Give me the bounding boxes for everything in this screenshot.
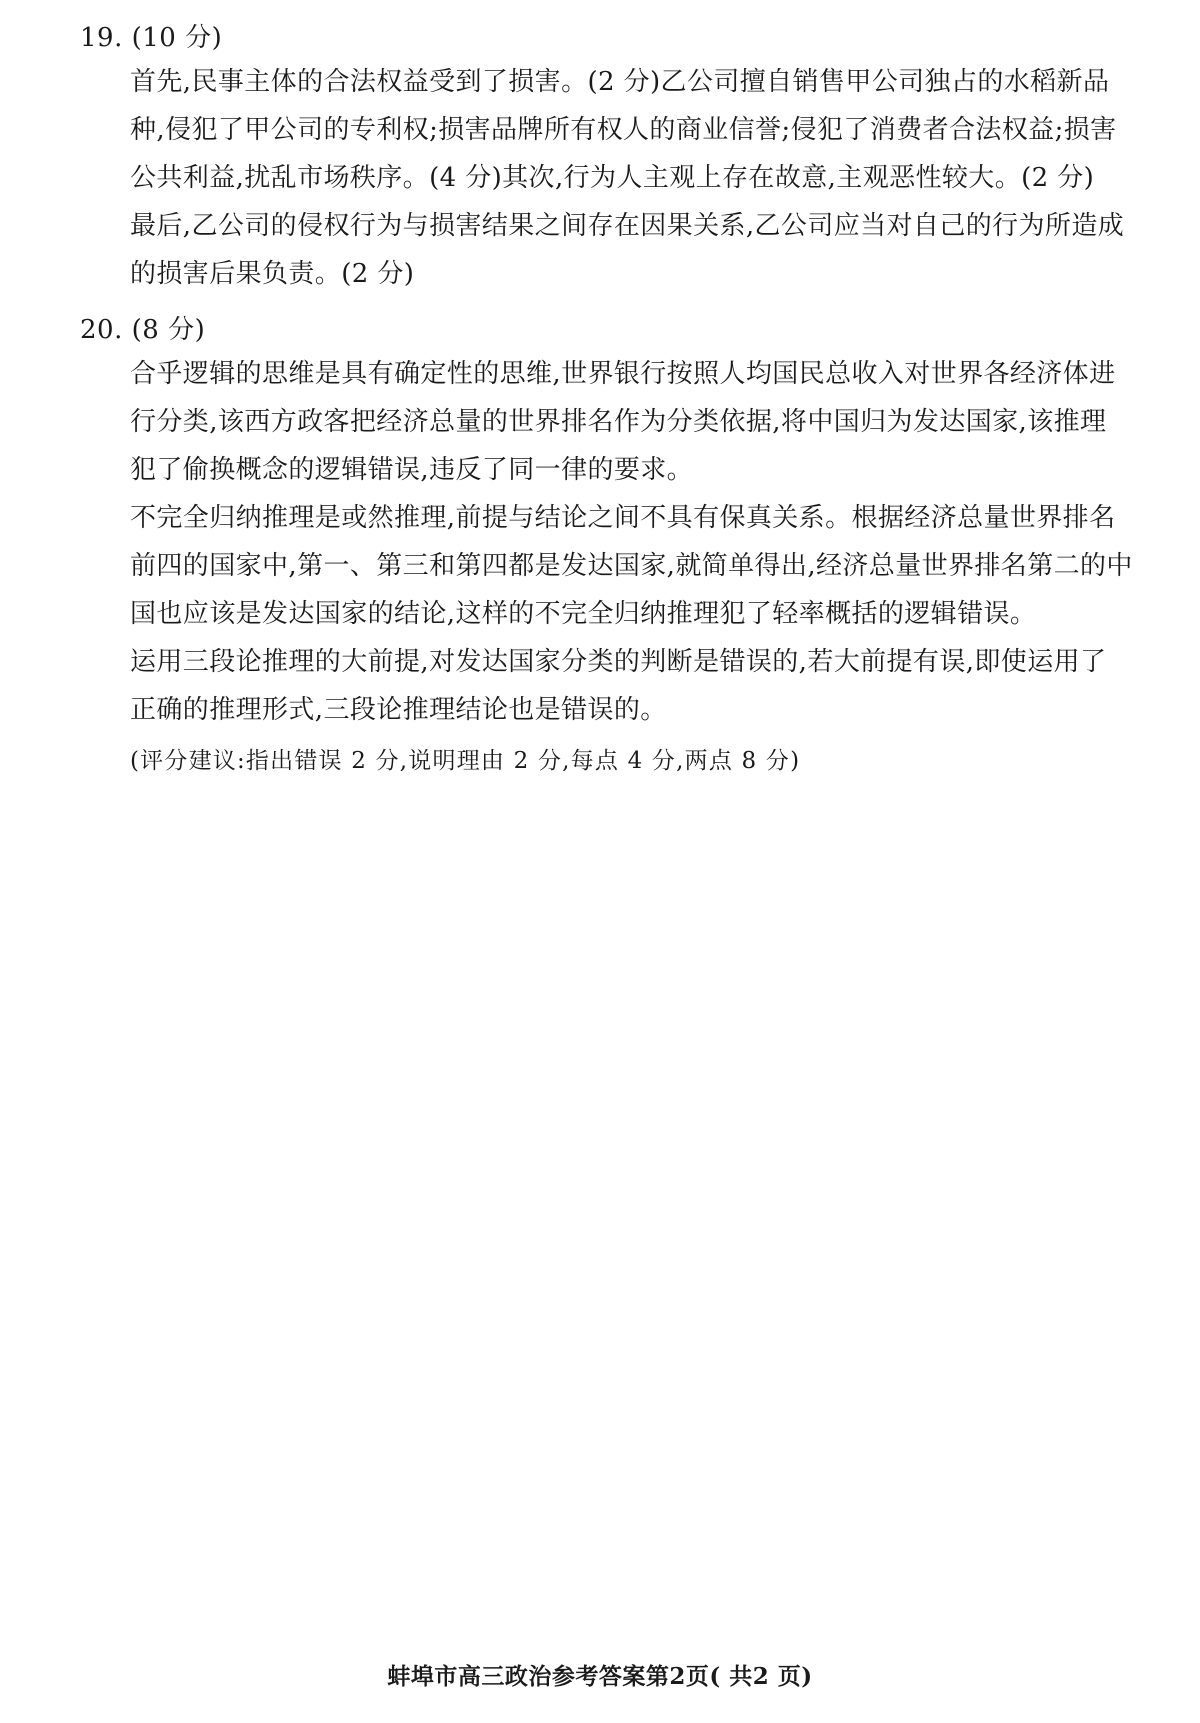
page-footer: 蚌埠市高三政治参考答案第2页( 共2 页) (387, 1663, 813, 1690)
answer-line: 合乎逻辑的思维是具有确定性的思维,世界银行按照人均国民总收入对世界各经济体进 (130, 359, 1116, 389)
answer-line: 种,侵犯了甲公司的专利权;损害品牌所有权人的商业信誉;侵犯了消费者合法权益;损害 (130, 115, 1117, 145)
question-19-number: 19. (10 分) (80, 23, 223, 53)
answer-line: 的损害后果负责。(2 分) (130, 259, 415, 289)
question-20-paragraph-1 (130, 350, 1190, 494)
answer-line: 运用三段论推理的大前提,对发达国家分类的判断是错误的,若大前提有误,即使运用了 (130, 647, 1107, 677)
answer-line: 公共利益,扰乱市场秩序。(4 分)其次,行为人主观上存在故意,主观恶性较大。(2 分) (130, 163, 1095, 193)
answer-line: 首先,民事主体的合法权益受到了损害。(2 分)乙公司擅自销售甲公司独占的水稻新品 (130, 67, 1110, 97)
question-19-answer (130, 58, 1190, 298)
answer-line: 最后,乙公司的侵权行为与损害结果之间存在因果关系,乙公司应当对自己的行为所造成 (130, 211, 1125, 241)
answer-line: 犯了偷换概念的逻辑错误,违反了同一律的要求。 (130, 455, 694, 485)
answer-line: 国也应该是发达国家的结论,这样的不完全归纳推理犯了轻率概括的逻辑错误。 (130, 599, 1037, 629)
answer-line: 不完全归纳推理是或然推理,前提与结论之间不具有保真关系。根据经济总量世界排名 (130, 503, 1116, 533)
question-20-paragraph-2 (130, 494, 1190, 638)
scoring-note: (评分建议:指出错误 2 分,说明理由 2 分,每点 4 分,两点 8 分) (130, 748, 801, 774)
question-20-number: 20. (8 分) (80, 315, 206, 345)
answer-line: 前四的国家中,第一、第三和第四都是发达国家,就简单得出,经济总量世界排名第二的中 (130, 551, 1133, 581)
answer-line: 正确的推理形式,三段论推理结论也是错误的。 (130, 695, 667, 725)
answer-line: 行分类,该西方政客把经济总量的世界排名作为分类依据,将中国归为发达国家,该推理 (130, 407, 1107, 437)
question-20-paragraph-3 (130, 638, 1190, 734)
